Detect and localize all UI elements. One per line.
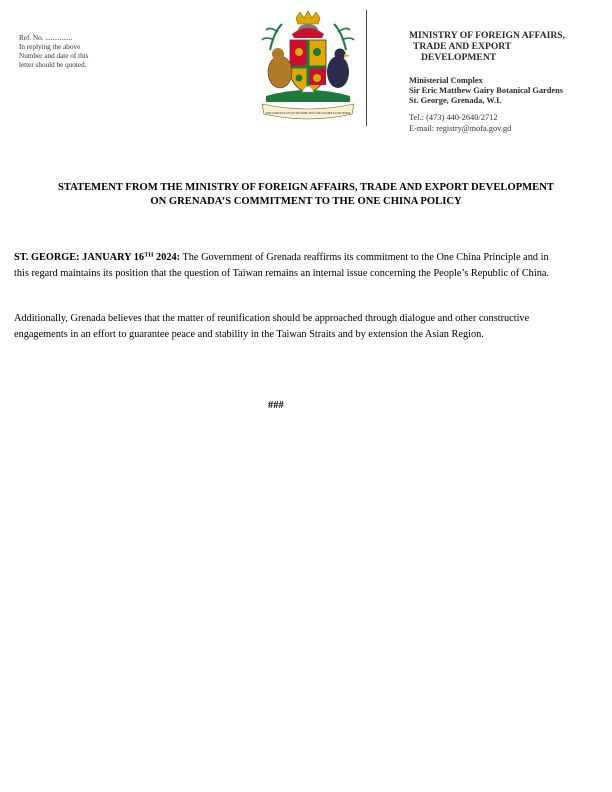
statement-title: [0, 181, 612, 209]
reference-line: letter should be quoted.: [19, 61, 87, 69]
phone-number: Tel.: (473) 440-2640/2712: [409, 113, 498, 122]
ministry-name-line: DEVELOPMENT: [421, 52, 497, 63]
ministry-address: [409, 76, 599, 106]
dateline-ordinal: TH: [144, 251, 154, 259]
paragraph-1-body: The Government of Grenada reaffirms its commitment to the One China Principle and in this regard maintains its position that the question of Taiwan remains an internal issue concerning the People’s Republic of China.: [14, 252, 549, 280]
letterhead-divider: [366, 10, 367, 126]
dateline: [14, 252, 180, 263]
statement-paragraph-1: [14, 250, 554, 283]
reference-note: [19, 34, 103, 70]
statement-title-line: STATEMENT FROM THE MINISTRY OF FOREIGN AFFAIRS, TRADE AND EXPORT DEVELOPMENT: [58, 182, 554, 193]
crest-motto: EVER CONSCIOUS OF GOD WE ASPIRE, BUILD AND ADVANCE AS ONE PEOPLE: [265, 112, 351, 115]
ministry-name-line: TRADE AND EXPORT: [413, 41, 512, 52]
ministry-name: [409, 30, 599, 63]
grenada-coat-of-arms: [252, 10, 364, 126]
statement-title-line: ON GRENADA’S COMMITMENT TO THE ONE CHINA POLICY: [150, 196, 462, 207]
end-of-statement-mark: ###: [268, 400, 284, 411]
statement-paragraph-2: Additionally, Grenada believes that the matter of reunification should be approached through dialogue and other constructive engagements in an effort to guarantee peace and stability in the Taiwan Straits and by extension the Asian Region.: [14, 313, 530, 341]
email-address: E-mail: registry@mofa.gov.gd: [409, 123, 512, 133]
reference-line: In replying the above: [19, 43, 81, 51]
address-line: Ministerial Complex: [409, 76, 483, 85]
dateline-prefix: ST. GEORGE: JANUARY 16: [14, 252, 145, 263]
dateline-suffix: 2024:: [153, 252, 181, 263]
reference-line: Ref. No. ...............: [19, 34, 73, 42]
address-line: Sir Eric Matthew Gairy Botanical Gardens: [409, 86, 564, 95]
reference-line: Number and date of this: [19, 52, 89, 60]
ministry-name-line: MINISTRY OF FOREIGN AFFAIRS,: [409, 30, 566, 41]
address-line: St. George, Grenada, W.I.: [409, 96, 502, 105]
ministry-contact: [409, 113, 599, 134]
